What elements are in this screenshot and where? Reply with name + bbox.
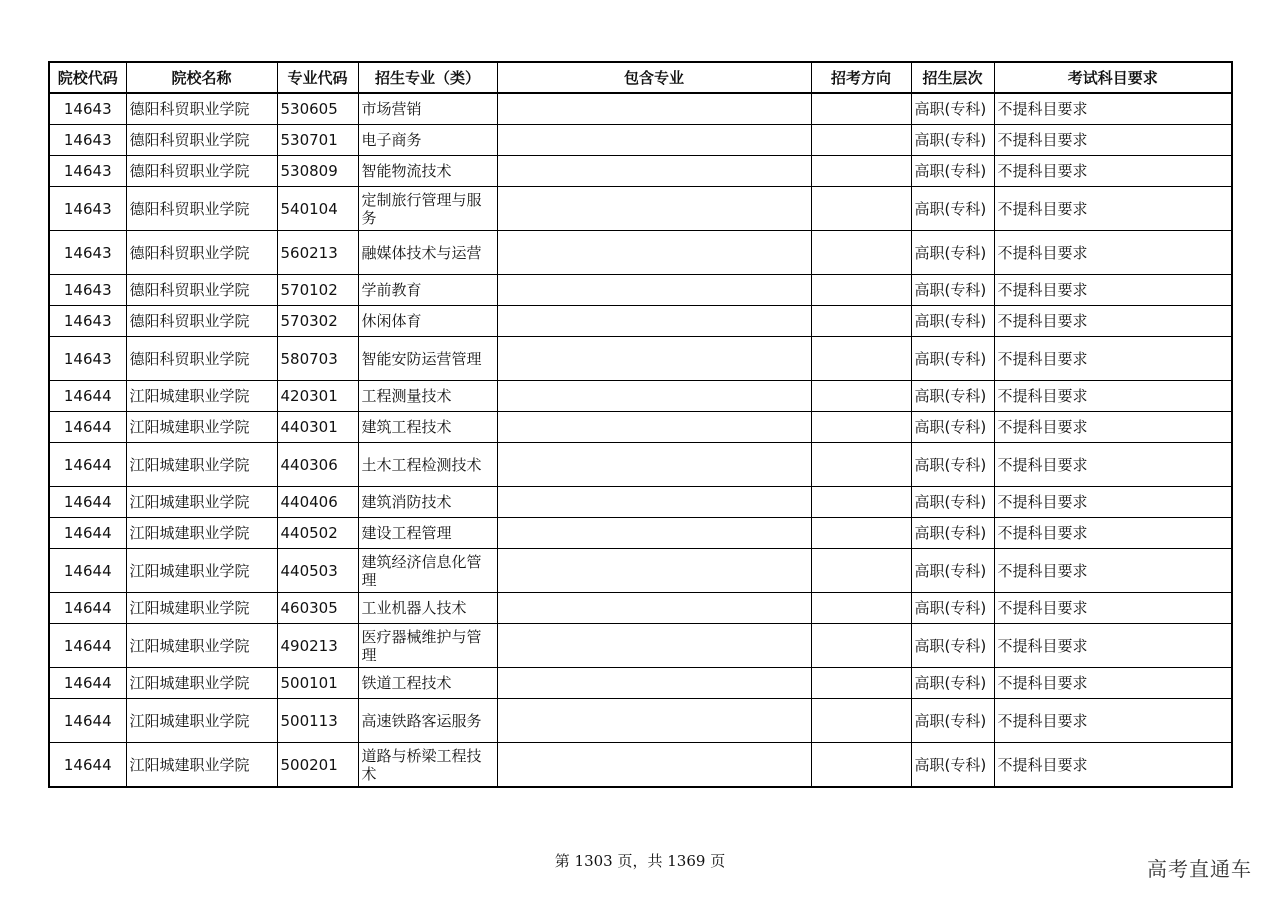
cell-requirements: 不提科目要求 bbox=[994, 743, 1232, 788]
cell-major-code: 500101 bbox=[277, 668, 358, 699]
cell-school-code: 14643 bbox=[49, 187, 126, 231]
cell-level: 高职(专科) bbox=[911, 381, 994, 412]
table-row bbox=[49, 275, 1232, 306]
cell-level: 高职(专科) bbox=[911, 187, 994, 231]
cell-direction bbox=[811, 743, 911, 788]
cell-direction bbox=[811, 125, 911, 156]
cell-school-code: 14643 bbox=[49, 275, 126, 306]
cell-level: 高职(专科) bbox=[911, 337, 994, 381]
watermark-logo: 高考直通车 bbox=[1147, 857, 1252, 881]
cell-level: 高职(专科) bbox=[911, 624, 994, 668]
cell-direction bbox=[811, 275, 911, 306]
cell-major: 融媒体技术与运营 bbox=[358, 231, 497, 275]
cell-requirements: 不提科目要求 bbox=[994, 306, 1232, 337]
cell-school-name: 德阳科贸职业学院 bbox=[126, 231, 277, 275]
cell-major: 智能安防运营管理 bbox=[358, 337, 497, 381]
cell-level: 高职(专科) bbox=[911, 699, 994, 743]
header-major-code: 专业代码 bbox=[277, 62, 358, 93]
table-row bbox=[49, 668, 1232, 699]
cell-major: 定制旅行管理与服务 bbox=[358, 187, 497, 231]
cell-direction bbox=[811, 487, 911, 518]
cell-requirements: 不提科目要求 bbox=[994, 699, 1232, 743]
admissions-table bbox=[48, 61, 1233, 788]
cell-requirements: 不提科目要求 bbox=[994, 93, 1232, 125]
cell-major-code: 440301 bbox=[277, 412, 358, 443]
cell-direction bbox=[811, 231, 911, 275]
table-row bbox=[49, 518, 1232, 549]
cell-major-code: 420301 bbox=[277, 381, 358, 412]
cell-requirements: 不提科目要求 bbox=[994, 275, 1232, 306]
cell-school-code: 14644 bbox=[49, 518, 126, 549]
cell-direction bbox=[811, 381, 911, 412]
cell-major-code: 530809 bbox=[277, 156, 358, 187]
cell-school-name: 江阳城建职业学院 bbox=[126, 443, 277, 487]
cell-includes bbox=[497, 125, 811, 156]
cell-includes bbox=[497, 381, 811, 412]
cell-school-name: 江阳城建职业学院 bbox=[126, 624, 277, 668]
cell-requirements: 不提科目要求 bbox=[994, 187, 1232, 231]
cell-requirements: 不提科目要求 bbox=[994, 443, 1232, 487]
cell-requirements: 不提科目要求 bbox=[994, 518, 1232, 549]
cell-includes bbox=[497, 443, 811, 487]
cell-requirements: 不提科目要求 bbox=[994, 337, 1232, 381]
cell-school-name: 江阳城建职业学院 bbox=[126, 699, 277, 743]
cell-direction bbox=[811, 593, 911, 624]
cell-includes bbox=[497, 231, 811, 275]
cell-level: 高职(专科) bbox=[911, 668, 994, 699]
cell-direction bbox=[811, 518, 911, 549]
cell-school-name: 江阳城建职业学院 bbox=[126, 668, 277, 699]
cell-major-code: 440406 bbox=[277, 487, 358, 518]
cell-level: 高职(专科) bbox=[911, 306, 994, 337]
cell-major: 道路与桥梁工程技术 bbox=[358, 743, 497, 788]
header-school-code: 院校代码 bbox=[49, 62, 126, 93]
cell-school-code: 14644 bbox=[49, 668, 126, 699]
cell-school-name: 德阳科贸职业学院 bbox=[126, 156, 277, 187]
cell-requirements: 不提科目要求 bbox=[994, 231, 1232, 275]
cell-requirements: 不提科目要求 bbox=[994, 593, 1232, 624]
cell-school-name: 江阳城建职业学院 bbox=[126, 593, 277, 624]
cell-major: 建设工程管理 bbox=[358, 518, 497, 549]
cell-includes bbox=[497, 337, 811, 381]
table-row bbox=[49, 743, 1232, 788]
cell-requirements: 不提科目要求 bbox=[994, 381, 1232, 412]
header-row bbox=[49, 62, 1232, 93]
cell-includes bbox=[497, 412, 811, 443]
cell-requirements: 不提科目要求 bbox=[994, 412, 1232, 443]
cell-direction bbox=[811, 624, 911, 668]
cell-level: 高职(专科) bbox=[911, 549, 994, 593]
cell-includes bbox=[497, 93, 811, 125]
table-row bbox=[49, 231, 1232, 275]
table-row bbox=[49, 593, 1232, 624]
cell-major: 智能物流技术 bbox=[358, 156, 497, 187]
table-row bbox=[49, 156, 1232, 187]
cell-school-name: 江阳城建职业学院 bbox=[126, 381, 277, 412]
cell-school-code: 14644 bbox=[49, 699, 126, 743]
cell-major: 铁道工程技术 bbox=[358, 668, 497, 699]
cell-school-code: 14644 bbox=[49, 381, 126, 412]
table-row bbox=[49, 381, 1232, 412]
cell-school-name: 德阳科贸职业学院 bbox=[126, 125, 277, 156]
cell-direction bbox=[811, 306, 911, 337]
cell-major: 工业机器人技术 bbox=[358, 593, 497, 624]
cell-requirements: 不提科目要求 bbox=[994, 125, 1232, 156]
cell-direction bbox=[811, 668, 911, 699]
cell-level: 高职(专科) bbox=[911, 443, 994, 487]
cell-direction bbox=[811, 187, 911, 231]
cell-school-name: 德阳科贸职业学院 bbox=[126, 93, 277, 125]
cell-requirements: 不提科目要求 bbox=[994, 156, 1232, 187]
header-requirements: 考试科目要求 bbox=[994, 62, 1232, 93]
cell-major-code: 440503 bbox=[277, 549, 358, 593]
table-row bbox=[49, 93, 1232, 125]
cell-major-code: 530701 bbox=[277, 125, 358, 156]
cell-includes bbox=[497, 306, 811, 337]
cell-major-code: 530605 bbox=[277, 93, 358, 125]
cell-school-name: 江阳城建职业学院 bbox=[126, 412, 277, 443]
cell-school-code: 14643 bbox=[49, 93, 126, 125]
page-footer: 第 1303 页，共 1369 页 bbox=[554, 852, 726, 870]
cell-includes bbox=[497, 156, 811, 187]
cell-school-code: 14643 bbox=[49, 306, 126, 337]
table-row bbox=[49, 306, 1232, 337]
cell-direction bbox=[811, 337, 911, 381]
cell-direction bbox=[811, 93, 911, 125]
cell-major: 医疗器械维护与管理 bbox=[358, 624, 497, 668]
cell-level: 高职(专科) bbox=[911, 412, 994, 443]
header-school-name: 院校名称 bbox=[126, 62, 277, 93]
cell-school-code: 14643 bbox=[49, 156, 126, 187]
cell-major: 建筑经济信息化管理 bbox=[358, 549, 497, 593]
cell-includes bbox=[497, 668, 811, 699]
cell-requirements: 不提科目要求 bbox=[994, 549, 1232, 593]
cell-major-code: 570102 bbox=[277, 275, 358, 306]
cell-major: 工程测量技术 bbox=[358, 381, 497, 412]
table-row bbox=[49, 487, 1232, 518]
cell-major: 建筑工程技术 bbox=[358, 412, 497, 443]
cell-includes bbox=[497, 487, 811, 518]
cell-level: 高职(专科) bbox=[911, 156, 994, 187]
cell-school-name: 德阳科贸职业学院 bbox=[126, 337, 277, 381]
cell-major-code: 580703 bbox=[277, 337, 358, 381]
cell-school-code: 14643 bbox=[49, 231, 126, 275]
cell-major-code: 460305 bbox=[277, 593, 358, 624]
table-row bbox=[49, 699, 1232, 743]
header-major: 招生专业（类） bbox=[358, 62, 497, 93]
cell-school-name: 江阳城建职业学院 bbox=[126, 518, 277, 549]
table-row bbox=[49, 412, 1232, 443]
cell-major-code: 440502 bbox=[277, 518, 358, 549]
header-direction: 招考方向 bbox=[811, 62, 911, 93]
table-row bbox=[49, 337, 1232, 381]
cell-major-code: 500201 bbox=[277, 743, 358, 788]
table-body bbox=[49, 93, 1232, 787]
cell-includes bbox=[497, 743, 811, 788]
table-row bbox=[49, 443, 1232, 487]
cell-direction bbox=[811, 699, 911, 743]
cell-major: 高速铁路客运服务 bbox=[358, 699, 497, 743]
cell-includes bbox=[497, 699, 811, 743]
cell-major: 市场营销 bbox=[358, 93, 497, 125]
cell-major: 休闲体育 bbox=[358, 306, 497, 337]
cell-level: 高职(专科) bbox=[911, 231, 994, 275]
cell-major: 土木工程检测技术 bbox=[358, 443, 497, 487]
cell-includes bbox=[497, 624, 811, 668]
cell-major-code: 490213 bbox=[277, 624, 358, 668]
table-row bbox=[49, 187, 1232, 231]
cell-requirements: 不提科目要求 bbox=[994, 624, 1232, 668]
cell-school-code: 14644 bbox=[49, 593, 126, 624]
cell-major-code: 540104 bbox=[277, 187, 358, 231]
cell-school-code: 14643 bbox=[49, 337, 126, 381]
cell-major: 建筑消防技术 bbox=[358, 487, 497, 518]
cell-level: 高职(专科) bbox=[911, 487, 994, 518]
cell-requirements: 不提科目要求 bbox=[994, 668, 1232, 699]
table-row bbox=[49, 125, 1232, 156]
header-level: 招生层次 bbox=[911, 62, 994, 93]
cell-school-code: 14643 bbox=[49, 125, 126, 156]
cell-level: 高职(专科) bbox=[911, 93, 994, 125]
cell-includes bbox=[497, 187, 811, 231]
cell-includes bbox=[497, 275, 811, 306]
header-includes: 包含专业 bbox=[497, 62, 811, 93]
cell-direction bbox=[811, 443, 911, 487]
cell-school-name: 江阳城建职业学院 bbox=[126, 549, 277, 593]
cell-major-code: 440306 bbox=[277, 443, 358, 487]
cell-school-code: 14644 bbox=[49, 487, 126, 518]
cell-level: 高职(专科) bbox=[911, 743, 994, 788]
cell-major: 电子商务 bbox=[358, 125, 497, 156]
cell-school-name: 德阳科贸职业学院 bbox=[126, 187, 277, 231]
cell-direction bbox=[811, 412, 911, 443]
cell-school-code: 14644 bbox=[49, 624, 126, 668]
cell-level: 高职(专科) bbox=[911, 125, 994, 156]
cell-major-code: 560213 bbox=[277, 231, 358, 275]
cell-major: 学前教育 bbox=[358, 275, 497, 306]
cell-school-name: 江阳城建职业学院 bbox=[126, 487, 277, 518]
cell-requirements: 不提科目要求 bbox=[994, 487, 1232, 518]
cell-major-code: 570302 bbox=[277, 306, 358, 337]
cell-school-code: 14644 bbox=[49, 443, 126, 487]
cell-school-code: 14644 bbox=[49, 743, 126, 788]
cell-direction bbox=[811, 156, 911, 187]
table-row bbox=[49, 549, 1232, 593]
cell-school-code: 14644 bbox=[49, 549, 126, 593]
cell-includes bbox=[497, 593, 811, 624]
cell-school-code: 14644 bbox=[49, 412, 126, 443]
cell-school-name: 德阳科贸职业学院 bbox=[126, 306, 277, 337]
cell-school-name: 德阳科贸职业学院 bbox=[126, 275, 277, 306]
cell-direction bbox=[811, 549, 911, 593]
cell-level: 高职(专科) bbox=[911, 275, 994, 306]
cell-major-code: 500113 bbox=[277, 699, 358, 743]
cell-includes bbox=[497, 518, 811, 549]
cell-level: 高职(专科) bbox=[911, 518, 994, 549]
cell-school-name: 江阳城建职业学院 bbox=[126, 743, 277, 788]
table-row bbox=[49, 624, 1232, 668]
cell-includes bbox=[497, 549, 811, 593]
cell-level: 高职(专科) bbox=[911, 593, 994, 624]
